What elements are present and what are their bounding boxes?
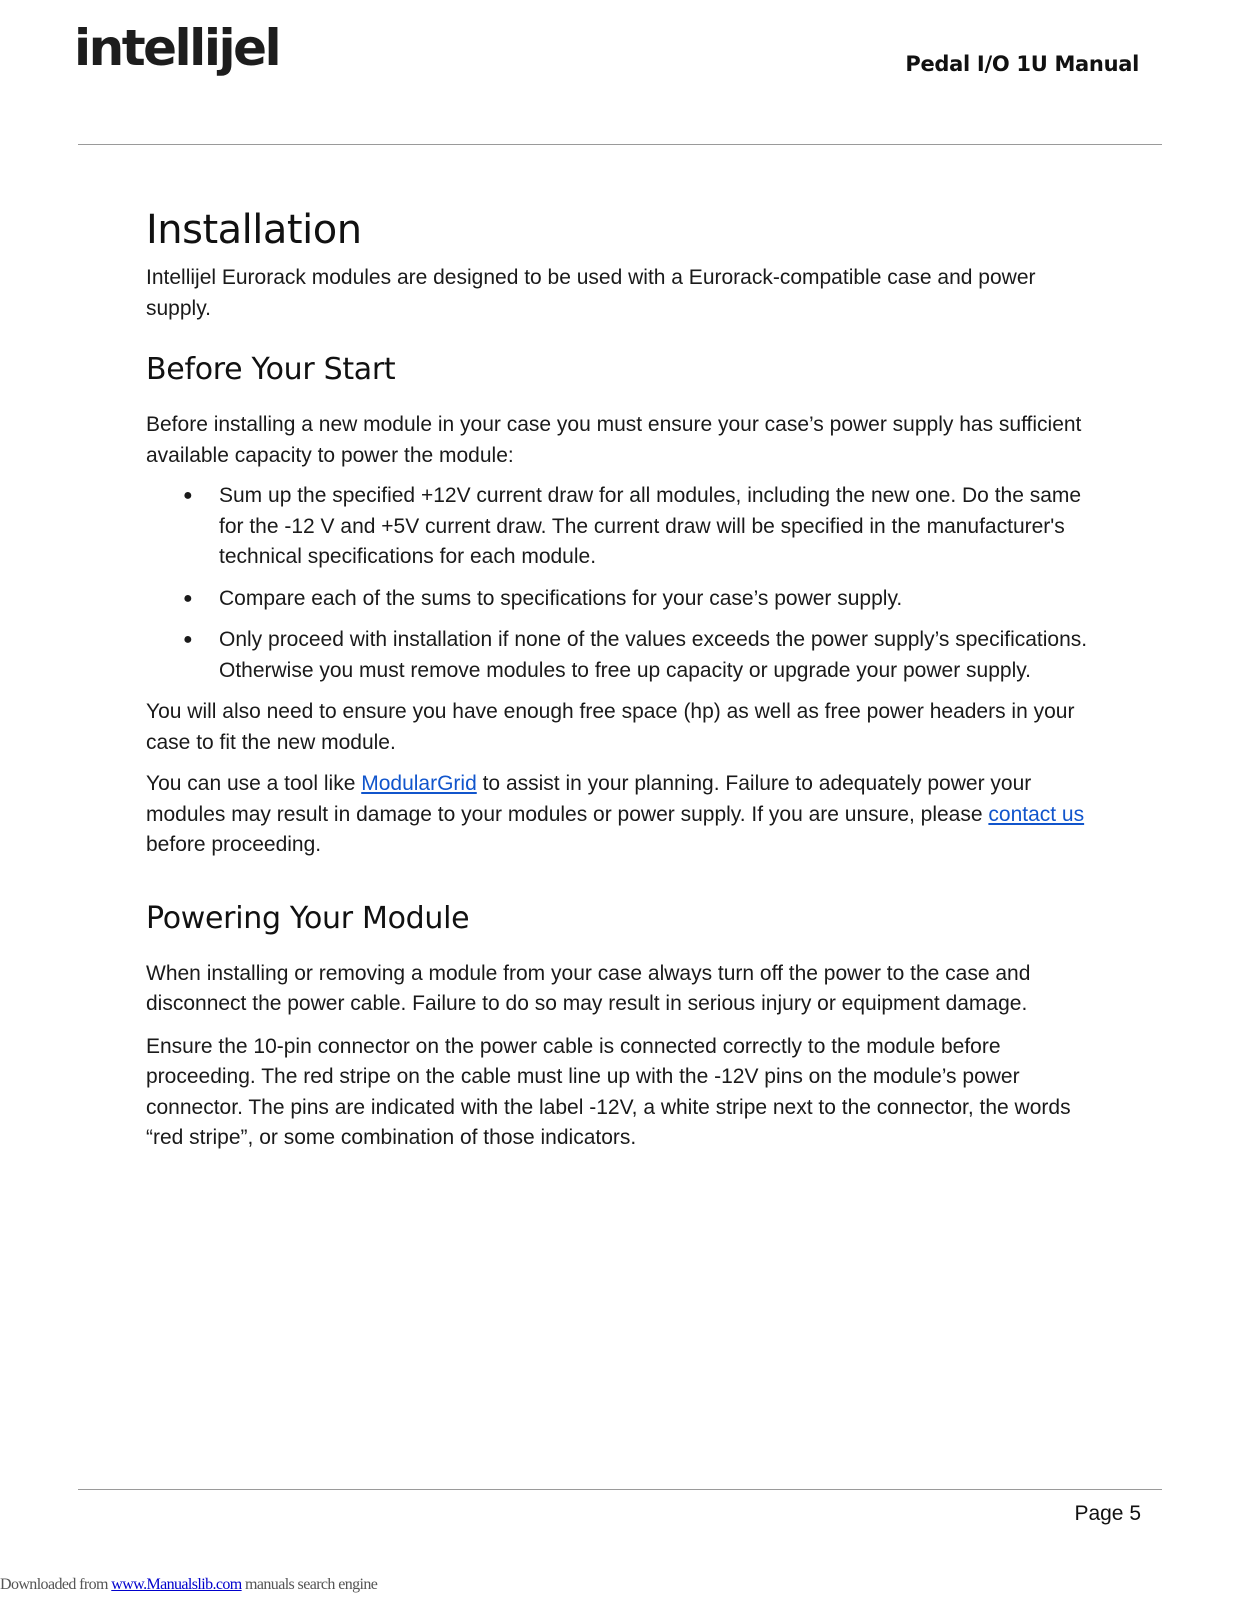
contact-us-link[interactable]: contact us [988, 802, 1085, 826]
footer-divider [78, 1489, 1162, 1490]
bullet-icon: ● [183, 589, 193, 607]
connector-instructions: Ensure the 10-pin connector on the power cable is connected correctly to the module before proceeding. The red stripe on the cable must line up with the -12V pins on the module’s power connector. The pins are indicated with the label -12V, a white stripe next to the connector, the words “red stripe”, or some combination of those indicators. [146, 1034, 1071, 1149]
bullet-icon: ● [183, 487, 193, 504]
requirements-list [146, 481, 1096, 686]
page-content [146, 200, 1096, 1154]
page-number: Page 5 [1074, 1502, 1141, 1525]
modulargrid-link[interactable]: ModularGrid [361, 772, 477, 795]
planning-paragraph: You can use a tool like ModularGrid to assist in your planning. Failure to adequately power your modules may result in damage to your modules or power supply. If you are unsure, please contact us before proceeding. [146, 772, 1085, 856]
bullet-icon: ● [183, 631, 193, 648]
powering-warning: When installing or removing a module from your case always turn off the power to the case and disconnect the power cable. Failure to do so may result in serious injury or equipment damage. [146, 961, 1031, 1015]
list-item: ● Compare each of the sums to specifications for your case’s power supply. [146, 584, 1096, 615]
installation-heading: Installation [146, 207, 362, 253]
before-start-intro: Before installing a new module in your case you must ensure your case’s power supply has sufficient available capacity to power the module: [146, 413, 1082, 467]
document-title: Pedal I/O 1U Manual [905, 52, 1139, 76]
list-item: ● Only proceed with installation if none of the values exceeds the power supply’s specifications. Otherwise you must remove modules to free up capacity or upgrade your power supply. [146, 625, 1096, 686]
before-start-heading: Before Your Start [146, 352, 396, 387]
installation-intro: Intellijel Eurorack modules are designed to be used with a Eurorack-compatible case and power supply. [146, 266, 1036, 320]
list-item: ● Sum up the specified +12V current draw for all modules, including the new one. Do the same for the -12 V and +5V current draw. The current draw will be specified in the manufacturer's technical specifications for each module. [146, 481, 1096, 573]
space-note: You will also need to ensure you have enough free space (hp) as well as free power headers in your case to fit the new module. [146, 700, 1075, 754]
header-divider [78, 144, 1162, 145]
manualslib-link[interactable]: www.Manualslib.com [111, 1576, 242, 1593]
intellijel-logo: intellijel [74, 19, 280, 77]
download-footer: Downloaded from www.Manualslib.com manuals search engine [0, 1576, 378, 1593]
powering-heading: Powering Your Module [146, 900, 470, 936]
